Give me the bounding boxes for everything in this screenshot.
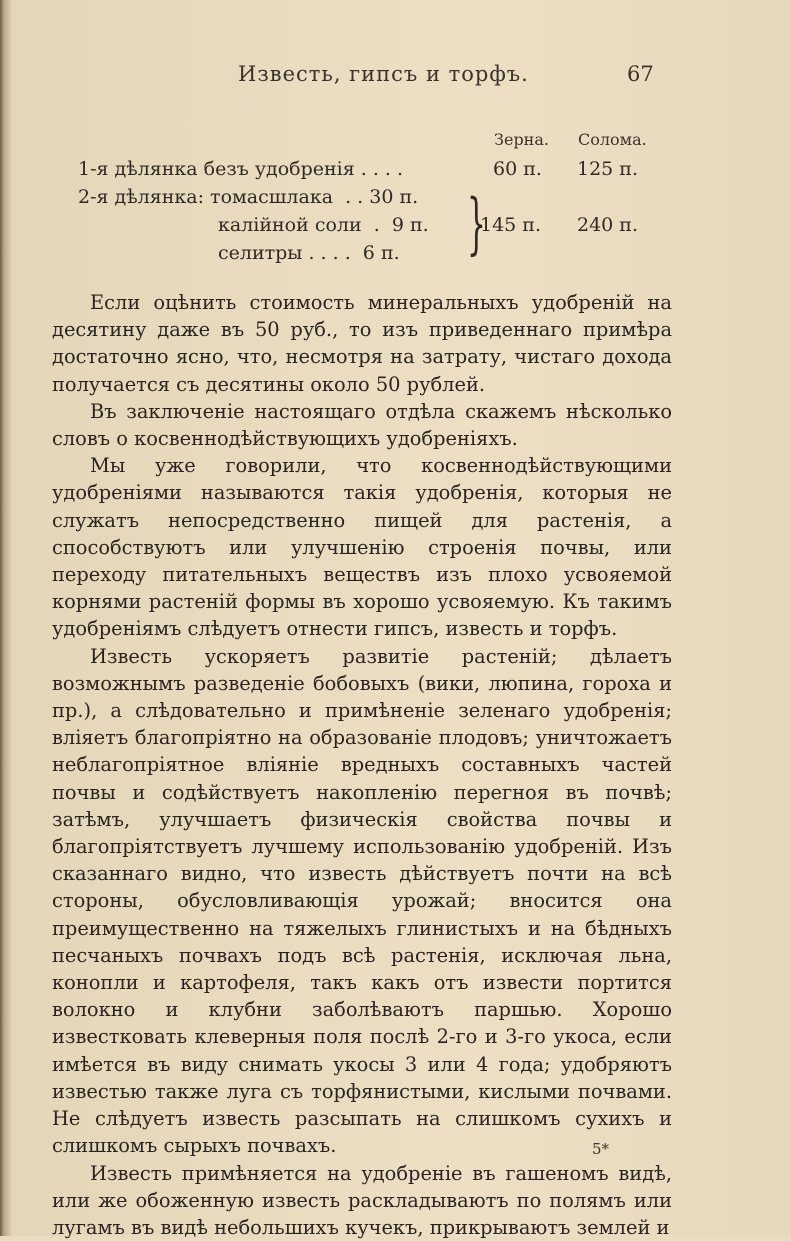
body-text [52, 289, 672, 1241]
table-cell-straw: 125 п. [577, 158, 638, 180]
paragraph: Известь примѣняется на удобреніе въ гашеномъ видѣ, или же обоженную известь раскладываютъ по полямъ или лугамъ въ видѣ небольшихъ кучекъ, прикрываютъ землей и [52, 1160, 672, 1241]
table-cell-grain: 60 п. [493, 158, 542, 180]
table-cell-grain-total: 145 п. [480, 214, 541, 236]
running-header: Известь, гипсъ и торфъ. [238, 62, 529, 86]
signature-mark: 5* [592, 1140, 609, 1158]
table-cell-straw-total: 240 п. [577, 214, 638, 236]
paragraph: Мы уже говорили, что косвеннодѣйствующими удобреніями называются такія удобренія, которыя не служатъ непосредственно пищей для растенія, а способствуютъ или улучшенію строенія почвы, или переходу питательныхъ веществъ изъ плохо усвояемой корнями растеній формы въ хорошо усвояемую. Къ такимъ удобреніямъ слѣдуетъ отнести гипсъ, известь и торфъ. [52, 452, 672, 642]
paragraph: Известь ускоряетъ развитіе растеній; дѣлаетъ возможнымъ разведеніе бобовыхъ (вики, люпина, гороха и пр.), а слѣдовательно и примѣненіе зеленаго удобренія; вліяетъ благопріятно на образованіе плодовъ; уничтожаетъ неблагопріятное вліяніе вредныхъ составныхъ частей почвы и содѣйствуетъ накопленію перегноя въ почвѣ; затѣмъ, улучшаетъ физическія свойства почвы и благопріятствуетъ лучшему использованію удобреній. Изъ сказаннаго видно, что известь дѣйствуетъ почти на всѣ стороны, обусловливающія урожай; вносится она преимущественно на тяжелыхъ глинистыхъ и на бѣдныхъ песчаныхъ почвахъ подъ всѣ растенія, исключая льна, конопли и картофеля, такъ какъ отъ извести портится волокно и клубни заболѣваютъ паршью. Хорошо известковать клеверныя поля послѣ 2-го и 3-го укоса, если имѣется въ виду снимать укосы 3 или 4 года; удобряютъ известью также луга съ торфянистыми, кислыми почвами. Не слѣдуетъ известь разсыпать на слишкомъ сухихъ и слишкомъ сырыхъ почвахъ. [52, 643, 672, 1160]
paragraph: Если оцѣнить стоимость минеральныхъ удобреній на десятину даже въ 50 руб., то изъ приведеннаго примѣра достаточно ясно, что, несмотря на затрату, чистаго дохода получается съ десятины около 50 рублей. [52, 289, 672, 398]
table-row-label: калійной соли . 9 п. [218, 214, 429, 236]
paragraph: Въ заключеніе настоящаго отдѣла скажемъ нѣсколько словъ о косвеннодѣйствующихъ удобреніяхъ. [52, 398, 672, 452]
grouping-brace: } [467, 191, 486, 257]
table-row-label: селитры . . . . 6 п. [218, 242, 400, 264]
page-number: 67 [627, 62, 654, 86]
table-row-label: 1-я дѣлянка безъ удобренія . . . . [78, 158, 403, 180]
column-header-grain: Зерна. [494, 130, 549, 149]
table-row-label: 2-я дѣлянка: томасшлака . . 30 п. [78, 186, 418, 208]
column-header-straw: Солома. [578, 130, 647, 149]
